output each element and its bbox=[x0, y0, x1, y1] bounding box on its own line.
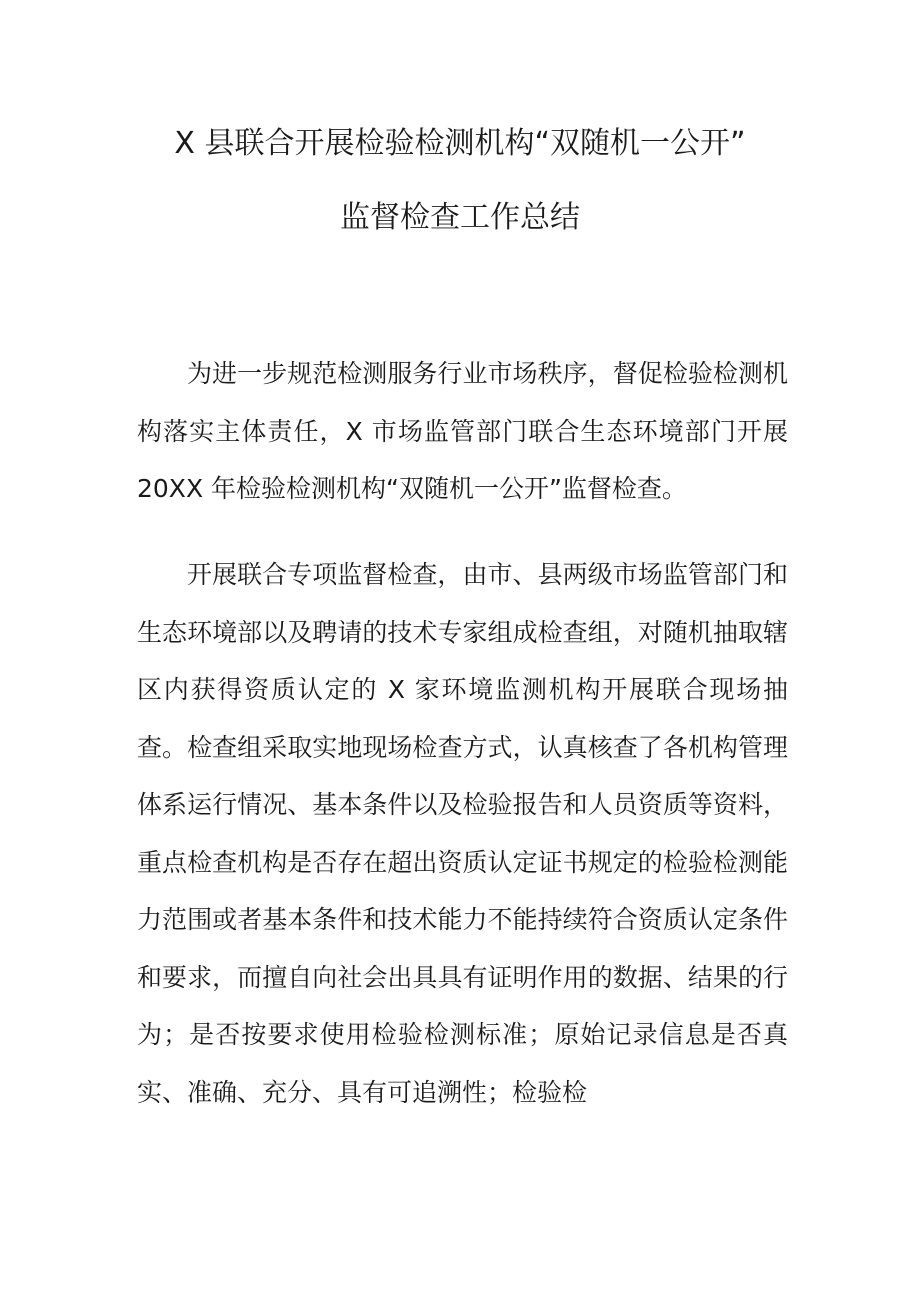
body-paragraph-1: 为进一步规范检测服务行业市场秩序，督促检验检测机构落实主体责任，X 市场监管部门联合生态环境部门开展 20XX 年检验检测机构“双随机一公开”监督检查。 bbox=[137, 359, 788, 503]
document-title-line-1: X 县联合开展检验检测机构“双随机一公开” bbox=[174, 126, 746, 161]
document-title-line-2: 监督检查工作总结 bbox=[340, 200, 580, 235]
body-paragraph-2: 开展联合专项监督检查，由市、县两级市场监管部门和生态环境部以及聘请的技术专家组成检查组，对随机抽取辖区内获得资质认定的 X 家环境监测机构开展联合现场抽查。检查组采取实地现场检查方式，认真核查了各机构管理体系运行情况、基本条件以及检验报告和人员资质等资料，重点检查机构是否存在超出资质认定证书规定的检验检测能力范围或者基本条件和技术能力不能持续符合资质认定条件和要求，而擅自向社会出具具有证明作用的数据、结果的行为；是否按要求使用检验检测标准；原始记录信息是否真实、准确、充分、具有可追溯性；检验检 bbox=[137, 560, 788, 1107]
